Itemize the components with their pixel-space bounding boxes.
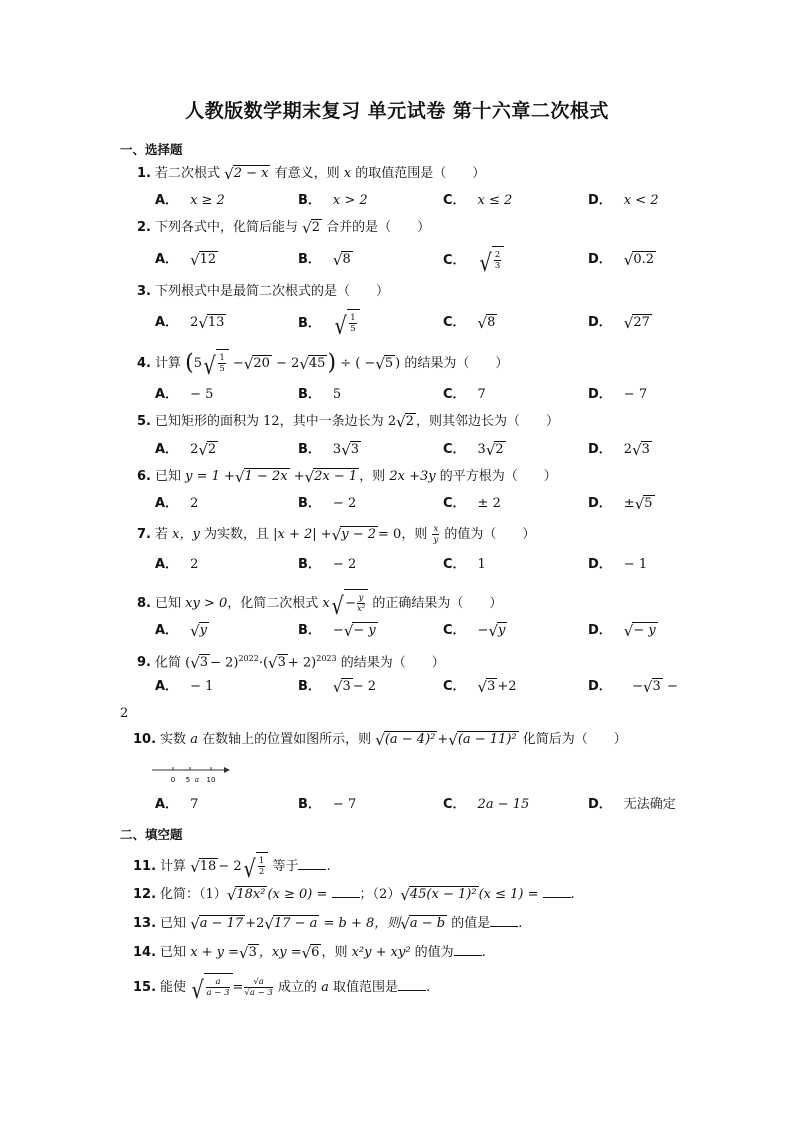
answer-blank-2[interactable] — [543, 884, 571, 898]
option-a: A． − 5 — [155, 387, 214, 402]
answer-blank[interactable] — [490, 913, 518, 927]
question-10: 10. 实数 a 在数轴上的位置如图所示，则 √ (a − 4)² + √ (a − 11)² 化简后为（ ） — [133, 731, 627, 749]
option-b: B． − 2 — [298, 496, 357, 511]
option-b: B． 5 — [298, 387, 342, 402]
question-12: 12. 化简：（1） √ 18x² (x ≥ 0) = ；（2） √ 45(x − 1)² (x ≤ 1) = . — [133, 886, 575, 904]
option-a: A． − 1 — [155, 679, 214, 694]
answer-blank[interactable] — [454, 942, 482, 956]
arrow-icon — [224, 767, 230, 773]
option-c: C． √ 3 +2 — [443, 678, 517, 696]
option-a: A． √ 12 — [155, 251, 217, 269]
option-a: A． √ y — [155, 622, 207, 640]
option-b: B． √ $\frac{1}{5}$ — [298, 309, 360, 338]
option-d: D． √ − y — [588, 622, 656, 640]
option-c: C． ± 2 — [443, 496, 501, 511]
question-4: 4. 计算 (5 √ $\frac{1}{5}$ − √ 20 − 2 √ 45 ) ÷ ( − √ 5 ) 的结果为（ ） — [137, 350, 509, 380]
question-8: 8. 已知 xy > 0，化简二次根式 x √ − $\frac{y}{\text{x²}}$ 的正确结果为（ ） — [133, 589, 502, 618]
option-c: C． 2a − 15 — [443, 797, 530, 812]
option-b: B． − √ − y — [298, 622, 376, 640]
option-d: D． √ 27 — [588, 314, 650, 332]
option-c: C． x ≤ 2 — [443, 193, 513, 208]
question-3: 3. 下列根式中是最简二次根式的是（ ） — [137, 284, 390, 299]
option-b: B． x > 2 — [298, 193, 368, 208]
page-title: 人教版数学期末复习 单元试卷 第十六章二次根式 — [185, 100, 609, 122]
option-c: C． 3 √ 2 — [443, 441, 504, 459]
section-fill: 二、填空题 — [120, 827, 183, 842]
answer-blank[interactable] — [398, 977, 426, 991]
answer-blank-1[interactable] — [332, 884, 360, 898]
option-c: C． 7 — [443, 387, 486, 402]
option-d: D． x < 2 — [588, 193, 659, 208]
tick-10: 10 — [206, 776, 216, 784]
option-c: C． − √ y — [443, 622, 506, 640]
option-d: D． − 7 — [588, 387, 648, 402]
option-d: D． 无法确定 — [588, 797, 676, 812]
option-a: A． 2 — [155, 557, 199, 572]
answer-blank[interactable] — [298, 856, 326, 870]
option-b: B． − 2 — [298, 557, 357, 572]
option-d: D． − √ 3 − — [588, 678, 678, 696]
option-d: D． − 1 — [588, 557, 648, 572]
question-7: 7. 若 x，y 为实数，且 |x + 2| + √ y − 2 = 0，则 $\frac{x}{y}$ 的值为（ ） — [137, 524, 536, 545]
question-1: 1. 若二次根式 √ 2 − x 有意义，则 x 的取值范围是（ ） — [137, 165, 486, 183]
option-a: A． 2 √ 13 — [155, 314, 225, 332]
option-a: A． 2 √ 2 — [155, 441, 217, 459]
option-b: B． √ 8 — [298, 251, 351, 269]
option-a: A． x ≥ 2 — [155, 193, 225, 208]
option-b: B． √ 3 − 2 — [298, 678, 377, 696]
question-13: 13. 已知 √ a − 17 +2 √ 17 − a = b + 8，则 √ a − b 的值是 . — [133, 915, 523, 933]
question-9: 9. 化简 ( √ 3 − 2)$^{2022}$·( √ 3 + 2)$^{2023}$ 的结果为（ ） — [137, 654, 445, 673]
question-5: 5. 已知矩形的面积为 12，其中一条边长为 2 √ 2 ，则其邻边长为（ ） — [137, 413, 559, 431]
option-a: A． 2 — [155, 496, 199, 511]
option-c: C． √ $\frac{2}{3}$ — [443, 246, 504, 275]
radical: √ 2 − x — [224, 165, 269, 183]
question-6: 6. 已知 y = 1 + √ 1 − 2x + √ 2x − 1 ，则 2x +3y 的平方根为（ ） — [137, 468, 557, 486]
option-c: C． √ 8 — [443, 314, 496, 332]
option-b: B． 3 √ 3 — [298, 441, 360, 459]
option-d: D． √ 0.2 — [588, 251, 655, 269]
tick-5: 5 — [185, 776, 191, 784]
option-d: D． ± √ 5 — [588, 495, 653, 513]
question-14: 14. 已知 x + y = √ 3 ，xy = √ 6 ，则 x²y + xy² 的值为 . — [133, 944, 486, 962]
tick-0: 0 — [170, 776, 176, 784]
option-c: C． 1 — [443, 557, 486, 572]
option-d: D． 2 √ 3 — [588, 441, 650, 459]
question-2: 2. 下列各式中，化简后能与 √ 2 合并的是（ ） — [137, 219, 431, 237]
question-11: 11. 计算 √ 18 − 2 √ $\frac{1}{2}$ 等于 . — [133, 852, 331, 881]
tick-a: a — [194, 776, 200, 784]
option-b: B． − 7 — [298, 797, 357, 812]
option-d-wrap: 2 — [120, 706, 129, 721]
option-a: A． 7 — [155, 797, 199, 812]
section-choice: 一、选择题 — [120, 142, 183, 157]
question-15: 15. 能使 √ $\frac{a}{a - 3}$ = $\frac{√a}{√a - 3}$ 成立的 a 取值范围是 . — [133, 973, 430, 1002]
number-line — [152, 762, 232, 784]
